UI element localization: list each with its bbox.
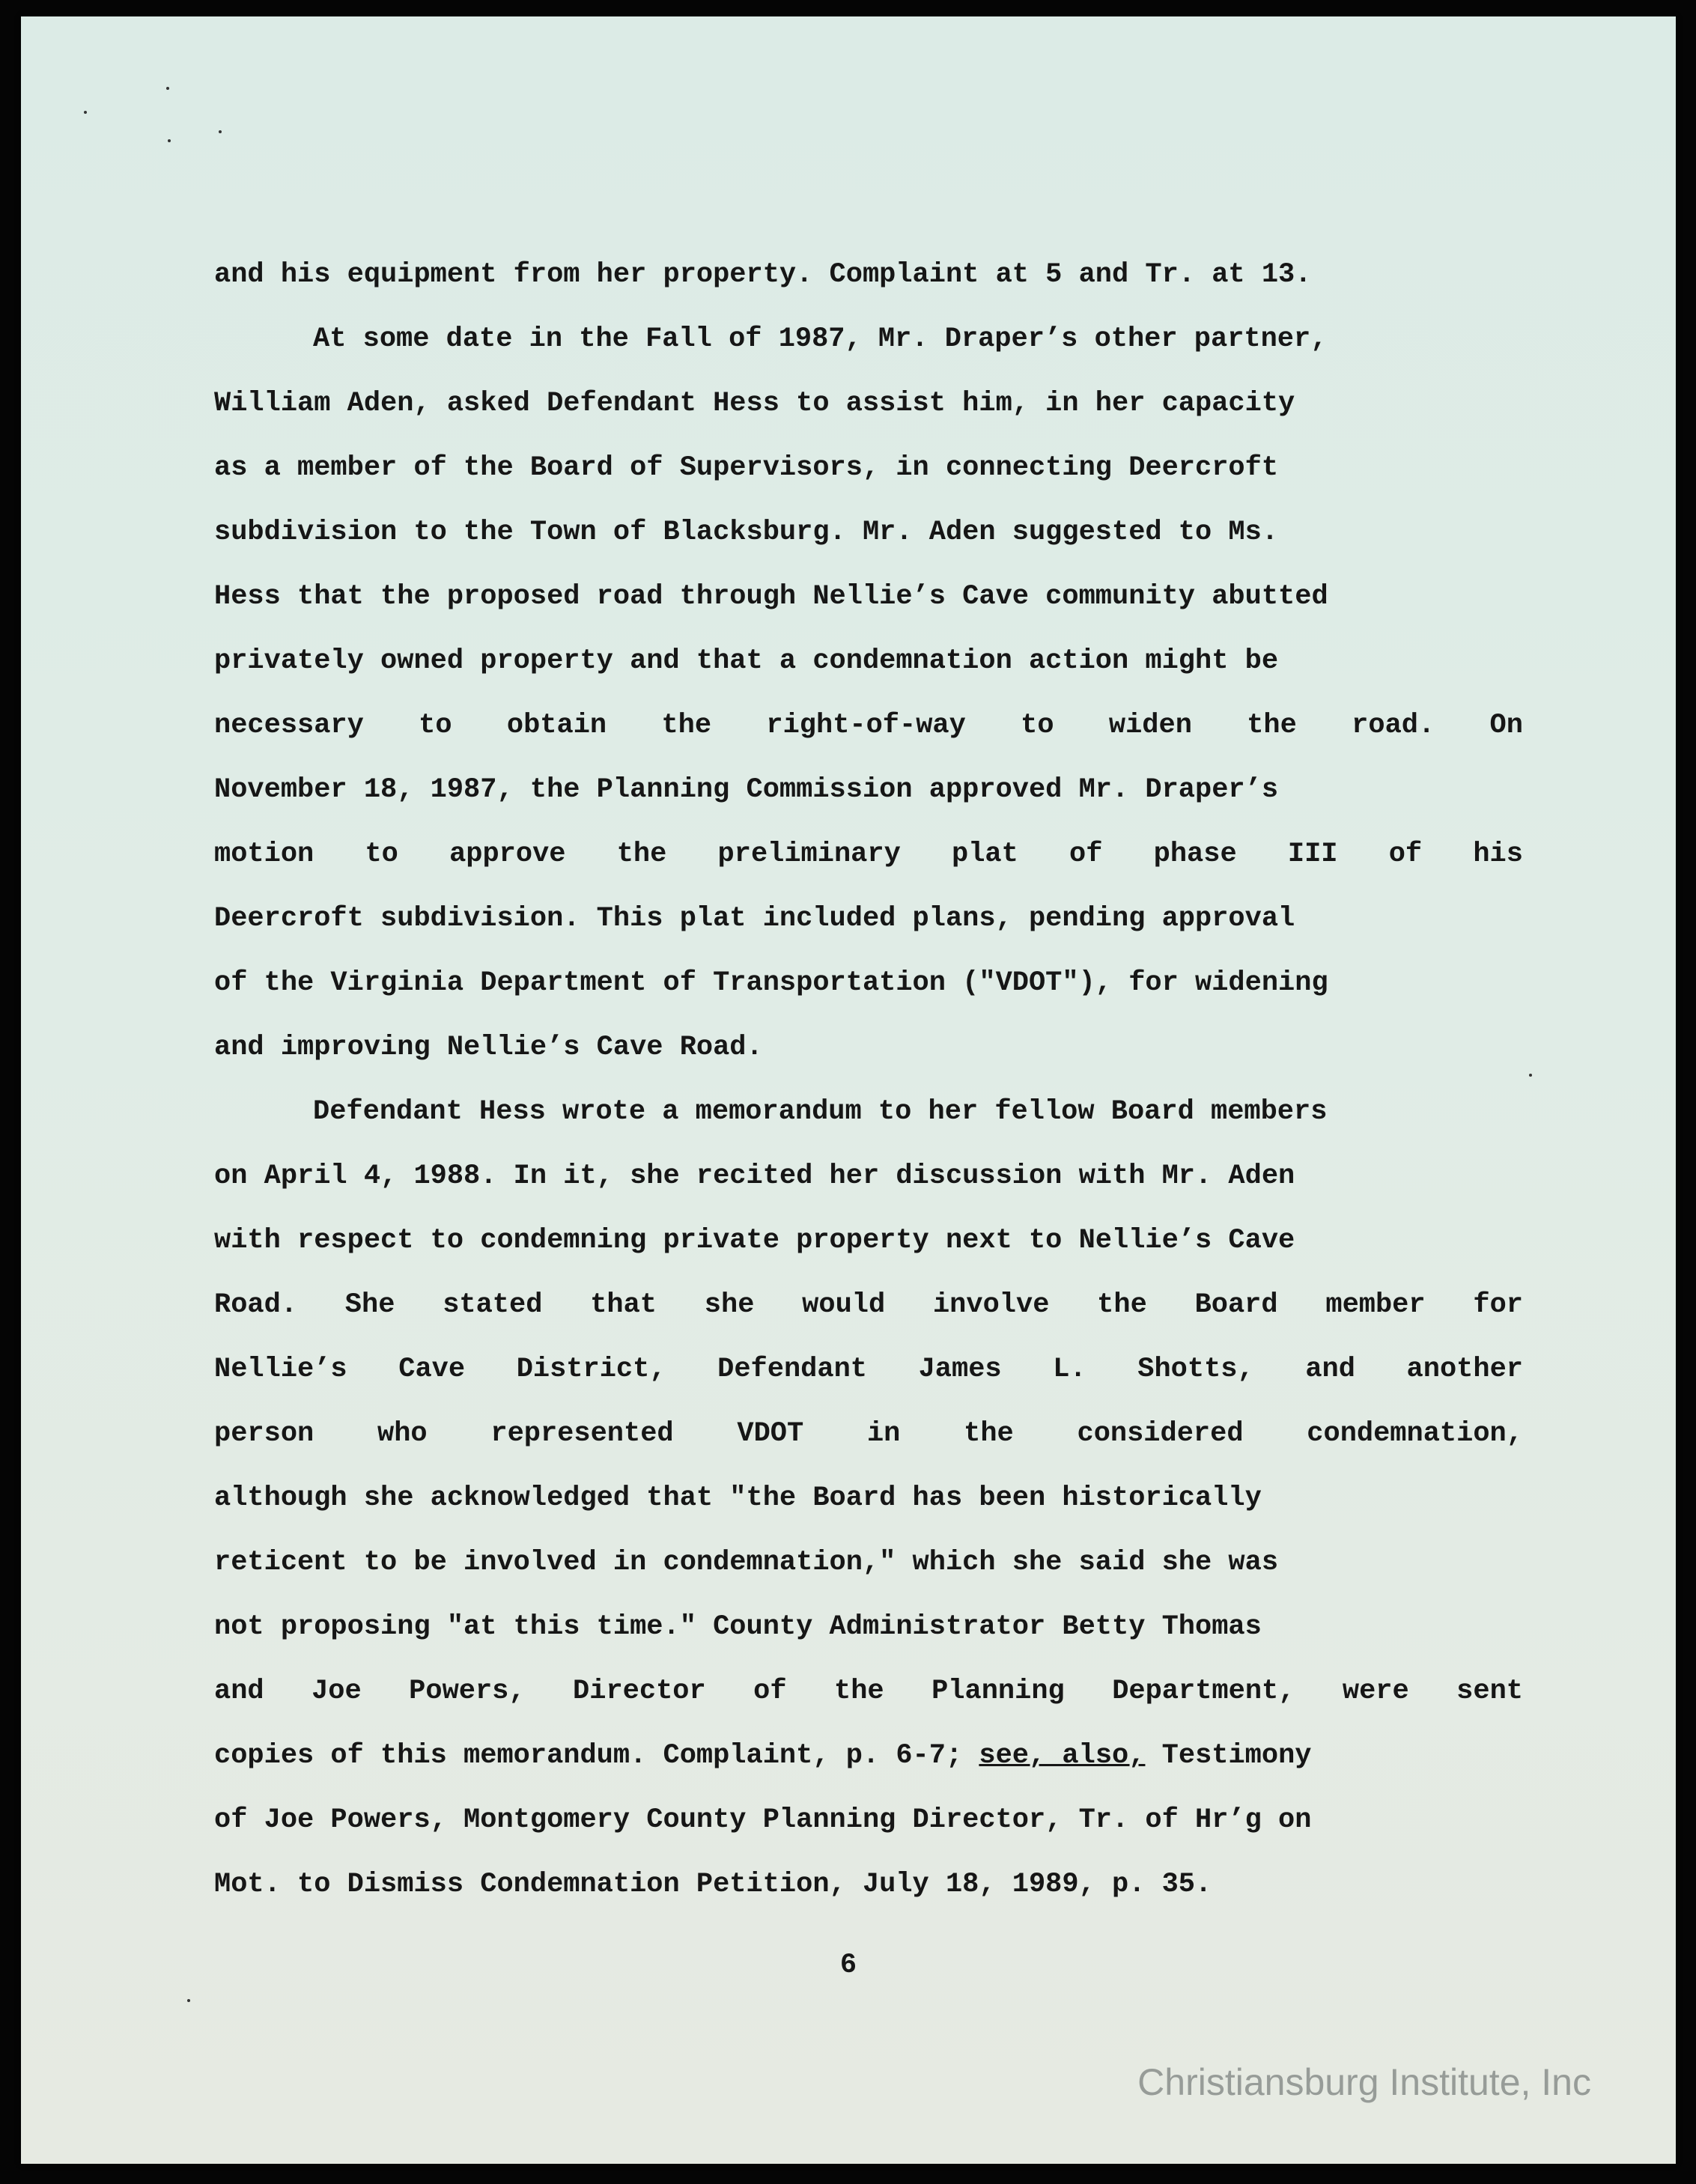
text-line (214, 1337, 1523, 1402)
word: obtain (506, 710, 607, 741)
word: condemnation, (1307, 1418, 1523, 1450)
word: that (590, 1289, 657, 1321)
paper-speck (219, 130, 222, 133)
text-line: not proposing "at this time." County Administrator Betty Thomas (214, 1611, 1262, 1643)
word: plat (951, 839, 1018, 870)
text-line: November 18, 1987, the Planning Commission approved Mr. Draper’s (214, 774, 1279, 806)
word: road. (1352, 710, 1435, 741)
word: the (616, 839, 667, 870)
paper-speck (1529, 1074, 1532, 1077)
word: L. (1053, 1354, 1086, 1385)
paper-speck (187, 1999, 190, 2002)
text-line: reticent to be involved in condemnation," which she said she was (214, 1547, 1279, 1578)
word: III (1287, 839, 1338, 870)
word: to (1021, 710, 1054, 741)
word: the (1097, 1289, 1147, 1321)
word: to (365, 839, 398, 870)
underlined-signal: see, also, (979, 1740, 1146, 1771)
text-line: Hess that the proposed road through Nellie’s Cave community abutted (214, 581, 1328, 612)
text-line: although she acknowledged that "the Board has been historically (214, 1482, 1262, 1514)
word: right-of-way (766, 710, 966, 741)
word: to (419, 710, 452, 741)
word: Nellie’s (214, 1354, 347, 1385)
text-line: of the Virginia Department of Transportation ("VDOT"), for widening (214, 967, 1328, 999)
word: Road. (214, 1289, 298, 1321)
word: She (344, 1289, 395, 1321)
word: Defendant (717, 1354, 867, 1385)
word: necessary (214, 710, 364, 741)
word: Board (1194, 1289, 1278, 1321)
word: Director (573, 1676, 706, 1707)
word: the (834, 1676, 884, 1707)
watermark: Christiansburg Institute, Inc (1137, 2061, 1591, 2103)
word: approve (449, 839, 566, 870)
text-line (214, 822, 1523, 886)
word: member (1325, 1289, 1426, 1321)
word: the (1247, 710, 1297, 741)
text-line-with-citation (214, 1724, 1523, 1788)
word: she (704, 1289, 755, 1321)
word: Department, (1112, 1676, 1295, 1707)
word: Powers, (409, 1676, 526, 1707)
word: On (1489, 710, 1523, 741)
word: person (214, 1418, 314, 1450)
word: considered (1077, 1418, 1244, 1450)
word: were (1342, 1676, 1409, 1707)
word: Cave (398, 1354, 466, 1385)
body-text (214, 243, 1523, 1917)
word: sent (1456, 1676, 1523, 1707)
citation-text: Testimony (1161, 1740, 1312, 1771)
paragraph-start-line: At some date in the Fall of 1987, Mr. Draper’s other partner, (313, 323, 1328, 355)
text-line (214, 1402, 1523, 1466)
word: the (661, 710, 712, 741)
word: Joe (311, 1676, 362, 1707)
word: represented (490, 1418, 674, 1450)
text-line (214, 693, 1523, 758)
word: Shotts, (1137, 1354, 1254, 1385)
word: James (918, 1354, 1002, 1385)
text-line (214, 1659, 1523, 1724)
word: of (753, 1676, 787, 1707)
word: of (1388, 839, 1423, 870)
document-page (21, 16, 1676, 2164)
paragraph-start-line: Defendant Hess wrote a memorandum to her fellow Board members (313, 1096, 1328, 1128)
page-number: 6 (839, 1950, 857, 1981)
word: for (1473, 1289, 1523, 1321)
citation-text: copies of this memorandum. Complaint, p. 6-7; (214, 1740, 963, 1771)
word: who (377, 1418, 428, 1450)
text-line: William Aden, asked Defendant Hess to assist him, in her capacity (214, 388, 1295, 419)
text-line: privately owned property and that a condemnation action might be (214, 645, 1279, 677)
text-line: and improving Nellie’s Cave Road. (214, 1032, 763, 1063)
word: involve (932, 1289, 1050, 1321)
paper-speck (166, 87, 169, 90)
word: and (214, 1676, 264, 1707)
word: of (1069, 839, 1103, 870)
word: the (964, 1418, 1014, 1450)
text-line: and his equipment from her property. Complaint at 5 and Tr. at 13. (214, 259, 1312, 291)
word: motion (214, 839, 314, 870)
word: stated (443, 1289, 543, 1321)
text-line: on April 4, 1988. In it, she recited her discussion with Mr. Aden (214, 1161, 1295, 1192)
paper-speck (84, 111, 87, 114)
word: and (1305, 1354, 1355, 1385)
text-line (214, 1273, 1523, 1337)
text-line: with respect to condemning private property next to Nellie’s Cave (214, 1225, 1295, 1256)
word: in (866, 1418, 901, 1450)
word: his (1473, 839, 1523, 870)
text-line: Deercroft subdivision. This plat included plans, pending approval (214, 903, 1295, 934)
text-line: Mot. to Dismiss Condemnation Petition, July 18, 1989, p. 35. (214, 1869, 1212, 1900)
text-line: of Joe Powers, Montgomery County Planning Director, Tr. of Hr’g on (214, 1804, 1312, 1836)
word: widen (1108, 710, 1192, 741)
text-line: as a member of the Board of Supervisors, in connecting Deercroft (214, 452, 1279, 484)
word: Planning (931, 1676, 1065, 1707)
word: preliminary (717, 839, 901, 870)
word: District, (516, 1354, 666, 1385)
word: another (1406, 1354, 1523, 1385)
paper-speck (168, 139, 171, 142)
word: phase (1153, 839, 1237, 870)
word: would (802, 1289, 886, 1321)
word: VDOT (737, 1418, 804, 1450)
text-line: subdivision to the Town of Blacksburg. Mr. Aden suggested to Ms. (214, 517, 1279, 548)
